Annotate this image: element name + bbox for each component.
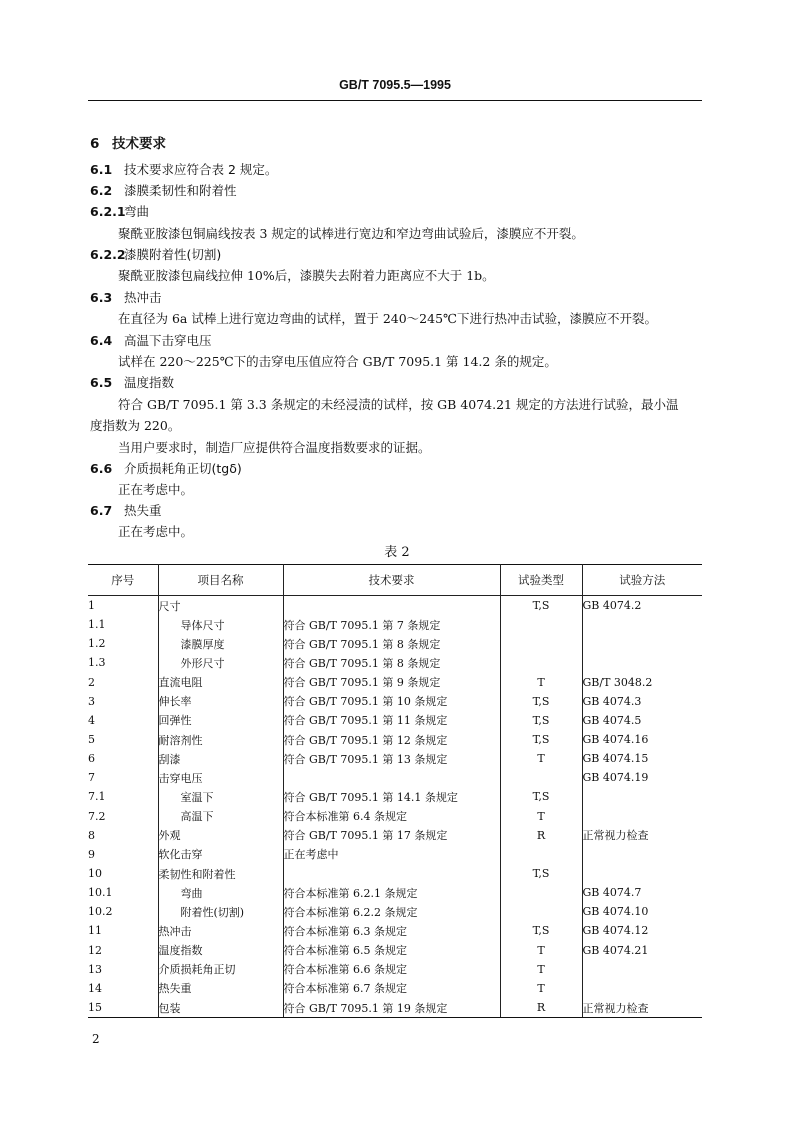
header-test-type: 试验类型	[500, 565, 582, 596]
cell-test-method	[582, 979, 702, 998]
cell-test-type: T,S	[500, 711, 582, 730]
cell-requirement: 符合 GB/T 7095.1 第 19 条规定	[283, 998, 500, 1018]
cell-item-name: 柔韧性和附着性	[158, 864, 283, 883]
clause-title: 温度指数	[124, 375, 175, 390]
cell-item-name: 漆膜厚度	[158, 634, 283, 653]
table-row	[88, 979, 702, 998]
clause-title: 弯曲	[124, 204, 150, 219]
clause-6-1-heading	[90, 162, 277, 178]
cell-test-type: T,S	[500, 787, 582, 806]
cell-requirement: 符合本标准第 6.3 条规定	[283, 921, 500, 940]
section-number: 6	[90, 136, 100, 152]
clause-number: 6.5	[90, 375, 113, 390]
cell-requirement: 符合本标准第 6.7 条规定	[283, 979, 500, 998]
cell-item-name: 刮漆	[158, 749, 283, 768]
cell-test-method: GB 4074.15	[582, 752, 649, 766]
cell-test-method: GB 4074.12	[582, 924, 649, 938]
header-technical-requirement: 技术要求	[283, 565, 500, 596]
clause-6-3-heading	[90, 290, 162, 306]
cell-requirement: 符合本标准第 6.2.1 条规定	[283, 883, 500, 902]
header-test-method: 试验方法	[582, 565, 702, 596]
table-row	[88, 807, 702, 826]
cell-item-name: 回弹性	[158, 711, 283, 730]
table-row	[88, 998, 702, 1018]
cell-serial: 1.2	[88, 634, 158, 653]
cell-item-name: 直流电阻	[158, 673, 283, 692]
page-number: 2	[92, 1032, 100, 1046]
cell-serial: 10	[88, 864, 158, 883]
table-row	[88, 634, 702, 653]
cell-test-type	[500, 634, 582, 653]
cell-test-method	[582, 845, 702, 864]
cell-serial: 1	[88, 596, 158, 616]
cell-serial: 1.1	[88, 615, 158, 634]
clause-title: 介质损耗角正切(tgδ)	[124, 461, 242, 476]
cell-requirement: 符合 GB/T 7095.1 第 11 条规定	[283, 711, 500, 730]
cell-serial: 10.2	[88, 902, 158, 921]
cell-requirement: 正在考虑中	[283, 845, 500, 864]
cell-item-name: 外形尺寸	[158, 653, 283, 672]
cell-item-name: 耐溶剂性	[158, 730, 283, 749]
table-header-row	[88, 565, 702, 596]
cell-serial: 3	[88, 692, 158, 711]
cell-test-type: T	[500, 673, 582, 692]
cell-item-name: 高温下	[158, 807, 283, 826]
cell-test-method: GB 4074.3	[582, 694, 642, 708]
clause-number: 6.2	[90, 183, 113, 198]
cell-serial: 14	[88, 979, 158, 998]
table-row	[88, 826, 702, 845]
cell-test-method	[582, 653, 702, 672]
cell-test-type	[500, 768, 582, 787]
cell-test-method: GB 4074.16	[582, 733, 649, 747]
cell-test-method	[582, 960, 702, 979]
cell-item-name: 弯曲	[158, 883, 283, 902]
cell-item-name: 击穿电压	[158, 768, 283, 787]
clause-6-2-1-body: 聚酰亚胺漆包铜扁线按表 3 规定的试棒进行宽边和窄边弯曲试验后，漆膜应不开裂。	[118, 226, 584, 241]
clause-title: 漆膜附着性(切割)	[124, 247, 222, 262]
cell-requirement: 符合 GB/T 7095.1 第 7 条规定	[283, 615, 500, 634]
clause-number: 6.6	[90, 461, 113, 476]
cell-serial: 7	[88, 768, 158, 787]
cell-serial: 6	[88, 749, 158, 768]
table-row	[88, 921, 702, 940]
table-row	[88, 730, 702, 749]
cell-test-type: R	[500, 826, 582, 845]
cell-test-type: T,S	[500, 596, 582, 616]
cell-test-method: GB 4074.21	[582, 943, 649, 957]
clause-6-6-body: 正在考虑中。	[118, 482, 194, 497]
cell-test-type	[500, 653, 582, 672]
clause-6-4-body: 试样在 220～225℃下的击穿电压值应符合 GB/T 7095.1 第 14.2 条的规定。	[118, 354, 557, 369]
clause-6-5-body-second: 当用户要求时，制造厂应提供符合温度指数要求的证据。	[118, 440, 431, 455]
cell-requirement: 符合 GB/T 7095.1 第 13 条规定	[283, 749, 500, 768]
cell-item-name: 包装	[158, 998, 283, 1018]
cell-test-method: GB 4074.10	[582, 905, 649, 919]
section-title	[90, 132, 166, 152]
clause-number: 6.3	[90, 290, 113, 305]
cell-serial: 9	[88, 845, 158, 864]
cell-requirement: 符合 GB/T 7095.1 第 9 条规定	[283, 673, 500, 692]
cell-test-type	[500, 845, 582, 864]
table-row	[88, 845, 702, 864]
clause-6-5-body-continued: 度指数为 220。	[90, 418, 181, 433]
table-row	[88, 883, 702, 902]
cell-test-type: T,S	[500, 921, 582, 940]
cell-requirement	[283, 768, 500, 787]
table-row	[88, 692, 702, 711]
cell-test-method: GB 4074.7	[582, 886, 642, 900]
cell-test-method: 正常视力检查	[582, 829, 649, 843]
clause-6-2-2-heading	[90, 247, 221, 263]
cell-serial: 15	[88, 998, 158, 1018]
cell-item-name: 软化击穿	[158, 845, 283, 864]
cell-requirement	[283, 596, 500, 616]
clause-6-2-1-heading	[90, 204, 149, 220]
cell-test-method	[582, 787, 702, 806]
clause-title: 漆膜柔韧性和附着性	[124, 183, 237, 198]
cell-serial: 8	[88, 826, 158, 845]
clause-6-4-heading	[90, 333, 212, 349]
cell-item-name: 温度指数	[158, 941, 283, 960]
cell-requirement: 符合本标准第 6.5 条规定	[283, 941, 500, 960]
table-row	[88, 653, 702, 672]
table-row	[88, 711, 702, 730]
clause-number: 6.2.2	[90, 247, 126, 262]
clause-number: 6.2.1	[90, 204, 126, 219]
table-row	[88, 673, 702, 692]
table-row	[88, 864, 702, 883]
cell-serial: 7.2	[88, 807, 158, 826]
cell-serial: 2	[88, 673, 158, 692]
cell-requirement: 符合 GB/T 7095.1 第 12 条规定	[283, 730, 500, 749]
clause-6-2-heading	[90, 183, 237, 199]
cell-test-type	[500, 615, 582, 634]
cell-test-type: T	[500, 979, 582, 998]
cell-requirement: 符合本标准第 6.4 条规定	[283, 807, 500, 826]
cell-test-method: GB 4074.19	[582, 771, 649, 785]
table-row	[88, 596, 702, 616]
cell-item-name: 导体尺寸	[158, 615, 283, 634]
table-row	[88, 749, 702, 768]
cell-serial: 13	[88, 960, 158, 979]
requirements-table	[88, 564, 702, 1018]
cell-serial: 7.1	[88, 787, 158, 806]
cell-requirement: 符合 GB/T 7095.1 第 14.1 条规定	[283, 787, 500, 806]
header-item-name: 项目名称	[158, 565, 283, 596]
cell-serial: 12	[88, 941, 158, 960]
cell-requirement: 符合本标准第 6.6 条规定	[283, 960, 500, 979]
cell-requirement: 符合本标准第 6.2.2 条规定	[283, 902, 500, 921]
cell-test-type: T,S	[500, 864, 582, 883]
clause-6-5-heading	[90, 375, 174, 391]
cell-serial: 4	[88, 711, 158, 730]
clause-number: 6.1	[90, 162, 113, 177]
clause-6-5-body: 符合 GB/T 7095.1 第 3.3 条规定的未经浸渍的试样，按 GB 4074.21 规定的方法进行试验，最小温	[118, 397, 679, 412]
cell-test-type: T	[500, 749, 582, 768]
cell-item-name: 热失重	[158, 979, 283, 998]
cell-serial: 11	[88, 921, 158, 940]
cell-requirement: 符合 GB/T 7095.1 第 10 条规定	[283, 692, 500, 711]
cell-test-method: GB 4074.5	[582, 713, 642, 727]
cell-test-method: GB 4074.2	[582, 599, 642, 613]
cell-test-type: T	[500, 807, 582, 826]
table-row	[88, 615, 702, 634]
cell-serial: 1.3	[88, 653, 158, 672]
cell-serial: 10.1	[88, 883, 158, 902]
cell-item-name: 室温下	[158, 787, 283, 806]
cell-requirement	[283, 864, 500, 883]
table-row	[88, 787, 702, 806]
clause-6-2-2-body: 聚酰亚胺漆包扁线拉伸 10%后，漆膜失去附着力距离应不大于 1b。	[118, 268, 495, 283]
cell-test-method	[582, 864, 702, 883]
cell-test-method	[582, 807, 702, 826]
cell-test-type: T	[500, 941, 582, 960]
cell-serial: 5	[88, 730, 158, 749]
cell-item-name: 附着性(切割)	[158, 902, 283, 921]
table-row	[88, 768, 702, 787]
cell-item-name: 介质损耗角正切	[158, 960, 283, 979]
cell-requirement: 符合 GB/T 7095.1 第 17 条规定	[283, 826, 500, 845]
cell-test-type: T,S	[500, 692, 582, 711]
cell-requirement: 符合 GB/T 7095.1 第 8 条规定	[283, 653, 500, 672]
clause-number: 6.4	[90, 333, 113, 348]
clause-6-7-body: 正在考虑中。	[118, 524, 194, 539]
page-header: GB/T 7095.5—1995	[339, 78, 451, 92]
table-row	[88, 960, 702, 979]
cell-test-method	[582, 615, 702, 634]
cell-item-name: 伸长率	[158, 692, 283, 711]
clause-6-7-heading	[90, 503, 162, 519]
clause-6-3-body: 在直径为 6a 试棒上进行宽边弯曲的试样，置于 240～245℃下进行热冲击试验，漆膜应不开裂。	[118, 311, 658, 326]
header-rule	[88, 100, 702, 101]
clause-title: 高温下击穿电压	[124, 333, 212, 348]
cell-test-type	[500, 902, 582, 921]
clause-title: 技术要求应符合表 2 规定。	[124, 162, 278, 177]
section-title-text: 技术要求	[112, 136, 166, 152]
cell-test-type: R	[500, 998, 582, 1018]
clause-title: 热失重	[124, 503, 162, 518]
cell-item-name: 热冲击	[158, 921, 283, 940]
clause-title: 热冲击	[124, 290, 162, 305]
cell-test-type: T	[500, 960, 582, 979]
table-caption: 表 2	[384, 545, 410, 560]
clause-number: 6.7	[90, 503, 113, 518]
cell-test-method: GB/T 3048.2	[582, 675, 653, 689]
cell-test-type	[500, 883, 582, 902]
cell-test-method: 正常视力检查	[582, 998, 702, 1018]
cell-requirement: 符合 GB/T 7095.1 第 8 条规定	[283, 634, 500, 653]
clause-6-6-heading	[90, 461, 242, 477]
table-row	[88, 941, 702, 960]
table-row	[88, 902, 702, 921]
cell-item-name: 外观	[158, 826, 283, 845]
cell-item-name: 尺寸	[158, 596, 283, 616]
cell-test-method	[582, 634, 702, 653]
cell-test-type: T,S	[500, 730, 582, 749]
header-serial-number: 序号	[88, 565, 158, 596]
